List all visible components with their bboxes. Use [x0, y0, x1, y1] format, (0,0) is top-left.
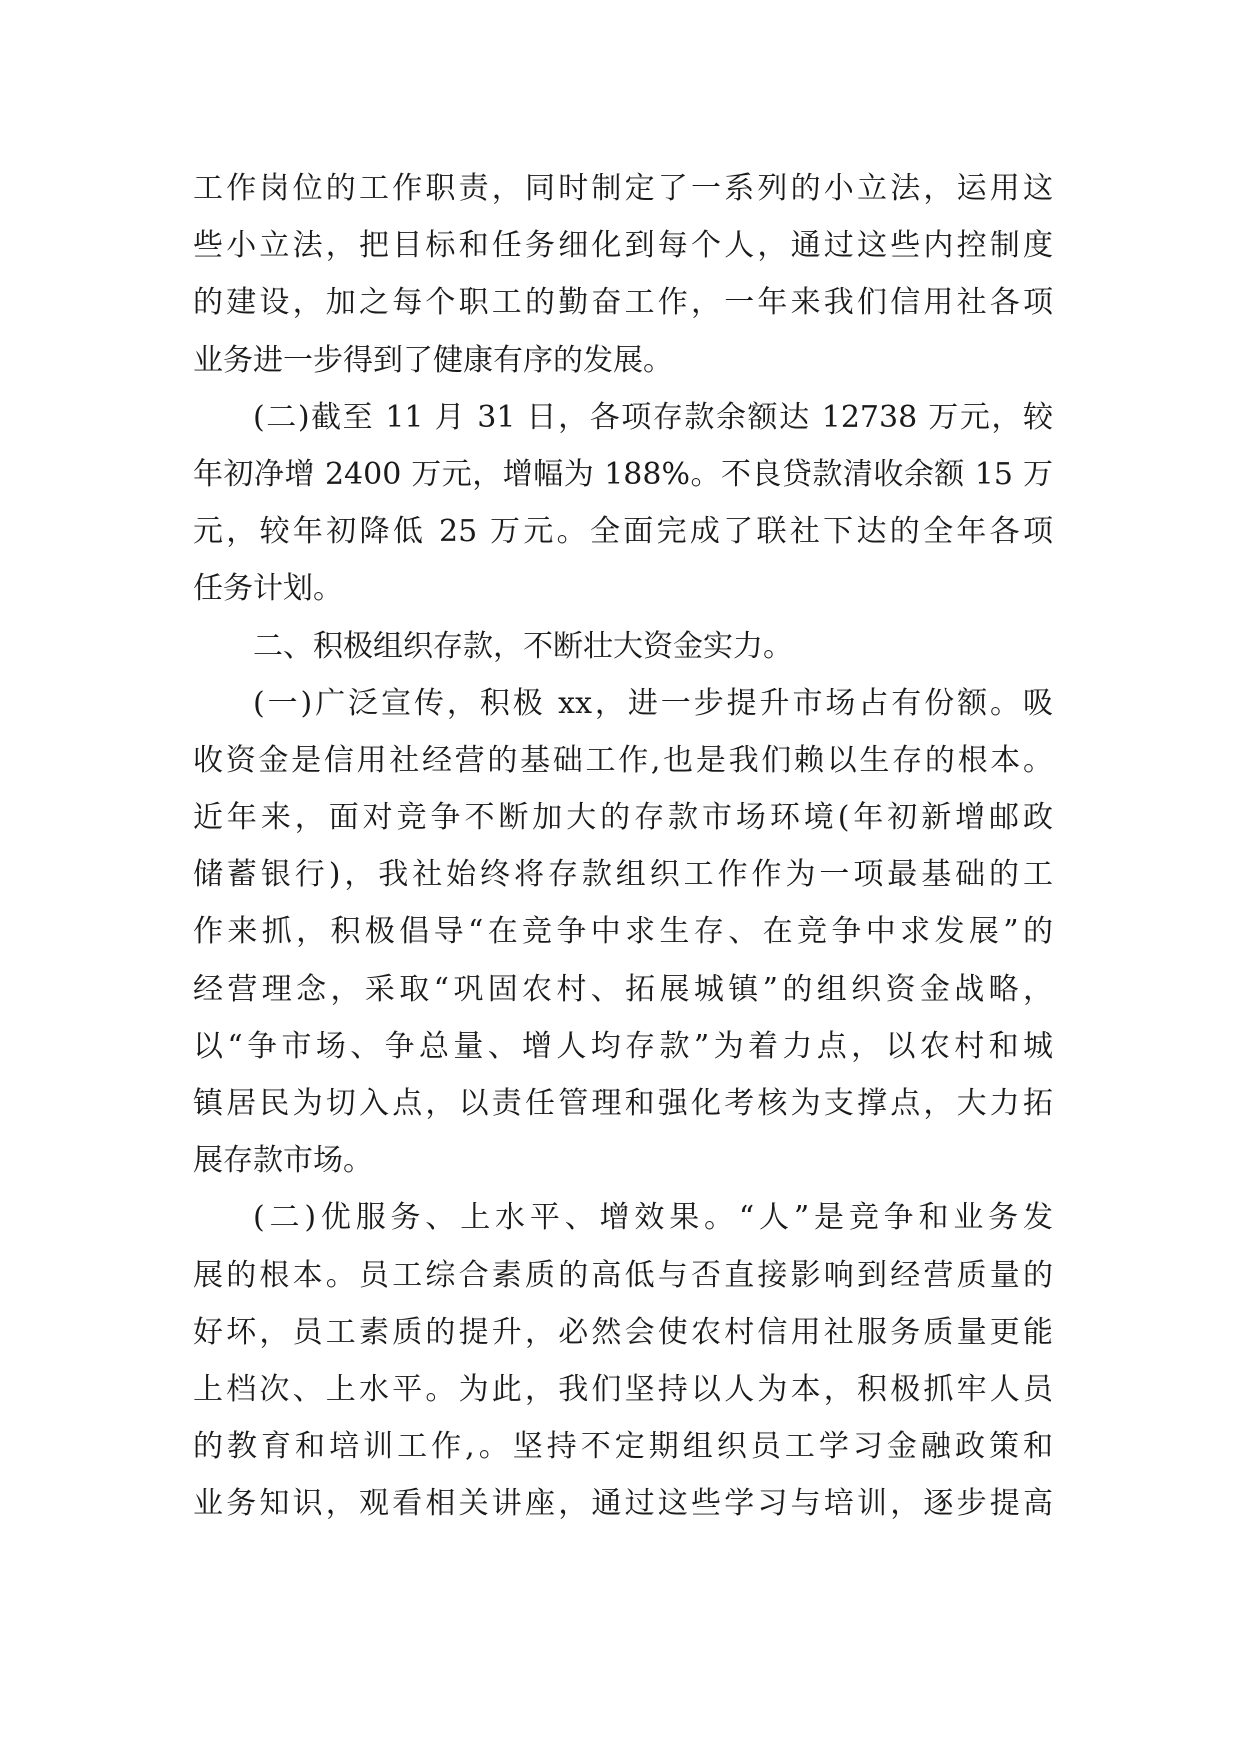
- text-line: 的教育和培训工作,。坚持不定期组织员工学习金融政策和: [193, 1429, 1053, 1465]
- text-line: 近年来，面对竞争不断加大的存款市场环境(年初新增邮政: [193, 800, 1053, 836]
- text-line: (二)优服务、上水平、增效果。“人”是竞争和业务发: [253, 1200, 1053, 1236]
- text-line: 镇居民为切入点，以责任管理和强化考核为支撑点，大力拓: [193, 1086, 1053, 1121]
- text-line: 作来抓，积极倡导“在竞争中求生存、在竞争中求发展”的: [193, 914, 1053, 950]
- text-line: 年初净增 2400 万元，增幅为 188%。不良贷款清收余额 15 万: [193, 456, 1053, 492]
- text-line: 业务知识，观看相关讲座，通过这些学习与培训，逐步提高: [193, 1486, 1053, 1522]
- text-line: 好坏，员工素质的提升，必然会使农村信用社服务质量更能: [193, 1314, 1053, 1350]
- text-line: 元，较年初降低 25 万元。全面完成了联社下达的全年各项: [193, 514, 1053, 550]
- body-text: [193, 160, 1053, 1533]
- section-heading: 二、积极组织存款，不断壮大资金实力。: [253, 628, 793, 664]
- text-line: 以“争市场、争总量、增人均存款”为着力点，以农村和城: [193, 1028, 1053, 1064]
- text-line: 工作岗位的工作职责，同时制定了一系列的小立法，运用这: [193, 171, 1053, 206]
- text-line: 的建设，加之每个职工的勤奋工作，一年来我们信用社各项: [193, 285, 1053, 321]
- text-line: 储蓄银行)，我社始终将存款组织工作作为一项最基础的工: [193, 857, 1053, 893]
- text-line: 些小立法，把目标和任务细化到每个人，通过这些内控制度: [193, 228, 1053, 264]
- text-line: (二)截至 11 月 31 日，各项存款余额达 12738 万元，较: [253, 399, 1053, 435]
- text-line: 业务进一步得到了健康有序的发展。: [193, 342, 673, 378]
- text-line: 展存款市场。: [193, 1143, 373, 1179]
- text-line: 经营理念，采取“巩固农村、拓展城镇”的组织资金战略，: [193, 971, 1053, 1007]
- text-line: 展的根本。员工综合素质的高低与否直接影响到经营质量的: [193, 1257, 1053, 1293]
- text-line: (一)广泛宣传，积极 xx，进一步提升市场占有份额。吸: [253, 685, 1053, 721]
- text-line: 任务计划。: [193, 571, 343, 607]
- text-line: 收资金是信用社经营的基础工作,也是我们赖以生存的根本。: [193, 742, 1053, 778]
- text-line: 上档次、上水平。为此，我们坚持以人为本，积极抓牢人员: [193, 1371, 1053, 1407]
